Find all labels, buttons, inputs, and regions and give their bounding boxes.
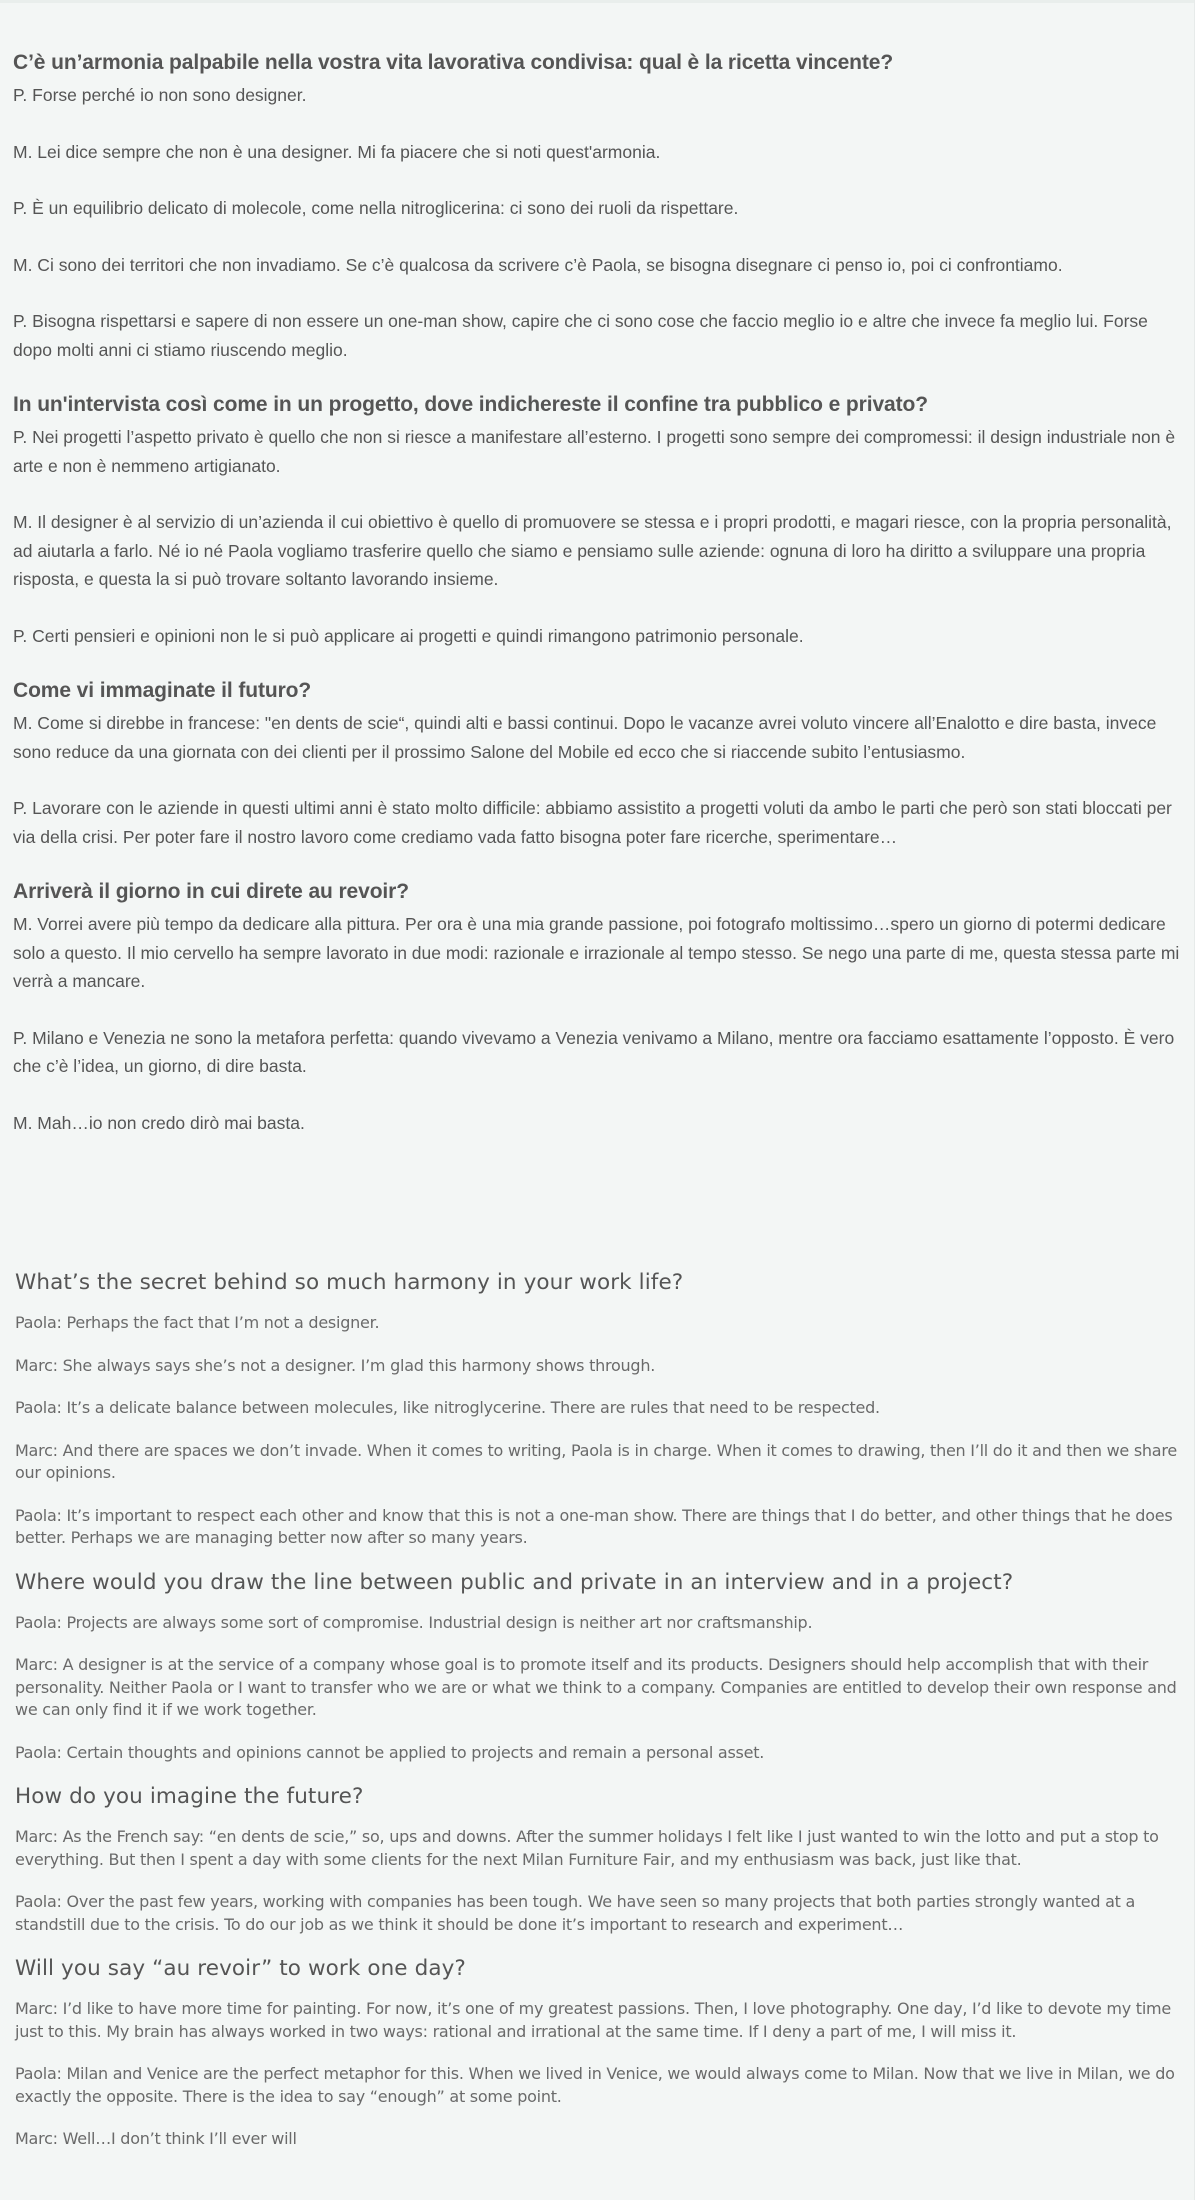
answer-paragraph: M. Mah…io non credo dirò mai basta.	[13, 1112, 305, 1133]
answer-paragraph: P. È un equilibrio delicato di molecole, come nella nitroglicerina: ci sono dei ruoli da rispettare.	[13, 198, 739, 218]
answer-paragraph: P. Bisogna rispettarsi e sapere di non essere un one-man show, capire che ci sono cose che faccio meglio io e altre che invece fa meglio lui. Forse dopo molti anni ci stiamo riuscendo meglio.	[13, 311, 1148, 360]
english-interview	[15, 1268, 1180, 2169]
answer-paragraph: Paola: It’s a delicate balance between molecules, like nitroglycerine. There are rules that need to be respected.	[15, 1398, 880, 1417]
answer-paragraph: Paola: It’s important to respect each other and know that this is not a one-man show. There are things that I do better, and other things that he does better. Perhaps we are managing better now after so many years.	[15, 1505, 1173, 1547]
answer-paragraph: Paola: Over the past few years, working with companies has been tough. We have seen so many projects that both parties strongly wanted at a standstill due to the crisis. To do our job as we think it should be done it’s important to research and experiment…	[15, 1892, 1136, 1934]
answer-paragraph: Marc: I’d like to have more time for painting. For now, it’s one of my greatest passions. Then, I love photography. One day, I’d like to devote my time just to this. My brain has always worked in two ways: rational and irrational at the same time. If I deny a part of me, I will miss it.	[15, 1999, 1171, 2041]
section-question: How do you imagine the future?	[15, 1784, 364, 1809]
qa-section	[15, 1954, 1180, 2151]
answer-paragraph: Paola: Projects are always some sort of compromise. Industrial design is neither art nor craftsmanship.	[15, 1612, 813, 1632]
section-question: Come vi immaginate il futuro?	[13, 679, 312, 702]
qa-section	[15, 1268, 1180, 1550]
answer-paragraph: M. Vorrei avere più tempo da dedicare alla pittura. Per ora è una mia grande passione, poi fotografo moltissimo…spero un giorno di potermi dedicare solo a questo. Il mio cervello ha sempre lavorato in due modi: razionale e irrazionale al tempo stesso. Se nego una parte di me, questa stessa parte mi verrà a mancare.	[13, 914, 1180, 991]
answer-paragraph: Marc: Well…I don’t think I’ll ever will	[15, 2129, 297, 2148]
answer-paragraph: Marc: As the French say: “en dents de scie,” so, ups and downs. After the summer holidays I felt like I just wanted to win the lotto and put a stop to everything. But then I spent a day with some clients for the next Milan Furniture Fair, and my enthusiasm was back, just like that.	[15, 1827, 1159, 1869]
qa-section	[13, 879, 1183, 1137]
qa-section	[13, 50, 1183, 364]
answer-paragraph: M. Lei dice sempre che non è una designer. Mi fa piacere che si noti quest'armonia.	[13, 141, 661, 162]
answer-paragraph: Marc: A designer is at the service of a company whose goal is to promote itself and its products. Designers should help accomplish that with their personality. Neither Paola or I want to transfer who we are or what we think to a company. Companies are entitled to develop their own response and we can only find it if we work together.	[15, 1655, 1177, 1719]
section-question: In un'intervista così come in un progetto, dove indichereste il confine tra pubblico e privato?	[13, 393, 928, 416]
answer-paragraph: M. Come si direbbe in francese: "en dents de scie“, quindi alti e bassi continui. Dopo le vacanze avrei voluto vincere all’Enalotto e dire basta, invece sono reduce da una giornata con dei clienti per il prossimo Salone del Mobile ed ecco che si riaccende subito l’entusiasmo.	[13, 713, 1157, 762]
answer-paragraph: Paola: Certain thoughts and opinions cannot be applied to projects and remain a personal asset.	[15, 1742, 765, 1762]
section-question: What’s the secret behind so much harmony in your work life?	[15, 1270, 684, 1295]
answer-paragraph: M. Il designer è al servizio di un’azienda il cui obiettivo è quello di promuovere se stessa e i propri prodotti, e magari riesce, con la propria personalità, ad aiutarla a farlo. Né io né Paola vogliamo trasferire quello che siamo e pensiamo sulle aziende: ognuna di loro ha diritto a sviluppare una propria risposta, e questa la si può trovare soltanto lavorando insieme.	[13, 512, 1172, 589]
section-question: Where would you draw the line between public and private in an interview and in a project?	[15, 1569, 1014, 1595]
answer-paragraph: P. Milano e Venezia ne sono la metafora perfetta: quando vivevamo a Venezia venivamo a Milano, mentre ora facciamo esattamente l’opposto. È vero che c’è l’idea, un giorno, di dire basta.	[13, 1027, 1175, 1076]
qa-section	[13, 392, 1183, 650]
section-question: Will you say “au revoir” to work one day?	[15, 1956, 466, 1981]
qa-section	[15, 1782, 1180, 1936]
top-divider	[0, 0, 1194, 3]
answer-paragraph: P. Forse perché io non sono designer.	[13, 85, 307, 105]
answer-paragraph: P. Nei progetti l’aspetto privato è quello che non si riesce a manifestare all’esterno. I progetti sono sempre dei compromessi: il design industriale non è arte e non è nemmeno artigianato.	[13, 427, 1176, 476]
qa-section	[13, 678, 1183, 851]
answer-paragraph: P. Certi pensieri e opinioni non le si può applicare ai progetti e quindi rimangono patrimonio personale.	[13, 625, 804, 646]
answer-paragraph: Marc: And there are spaces we don’t invade. When it comes to writing, Paola is in charge. When it comes to drawing, then I’ll do it and then we share our opinions.	[15, 1440, 1177, 1482]
answer-paragraph: M. Ci sono dei territori che non invadiamo. Se c’è qualcosa da scrivere c’è Paola, se bisogna disegnare ci penso io, poi ci confrontiamo.	[13, 254, 1063, 275]
answer-paragraph: Paola: Perhaps the fact that I’m not a designer.	[15, 1313, 380, 1332]
qa-section	[15, 1568, 1180, 1765]
answer-paragraph: P. Lavorare con le aziende in questi ultimi anni è stato molto difficile: abbiamo assistito a progetti voluti da ambo le parti che però son stati bloccati per via della crisi. Per poter fare il nostro lavoro come crediamo vada fatto bisogna poter fare ricerche, sperimentare…	[13, 798, 1172, 847]
italian-interview	[13, 50, 1183, 1161]
answer-paragraph: Paola: Milan and Venice are the perfect metaphor for this. When we lived in Venice, we would always come to Milan. Now that we live in Milan, we do exactly the opposite. There is the idea to say “enough” at some point.	[15, 2064, 1175, 2106]
section-question: C’è un’armonia palpabile nella vostra vita lavorativa condivisa: qual è la ricetta vincente?	[13, 51, 894, 74]
section-question: Arriverà il giorno in cui direte au revoir?	[13, 880, 409, 903]
answer-paragraph: Marc: She always says she’s not a designer. I’m glad this harmony shows through.	[15, 1355, 656, 1375]
